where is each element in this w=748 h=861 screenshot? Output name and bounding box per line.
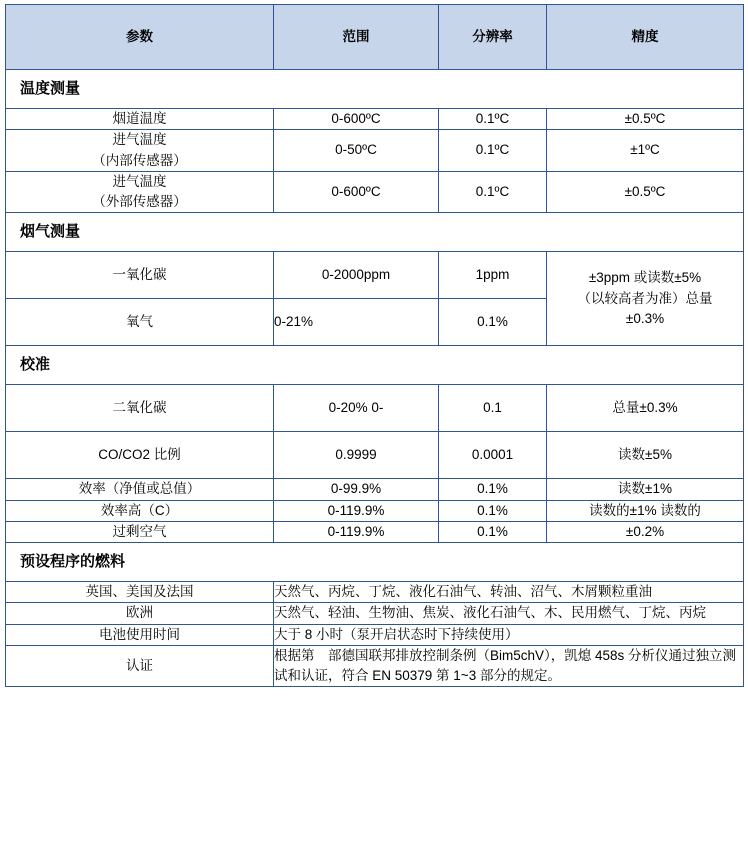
param-range: 0-99.9% — [274, 479, 439, 500]
param-name: 效率高（C） — [6, 500, 274, 521]
param-value: 大于 8 小时（泵开启状态时下持续使用） — [274, 624, 744, 645]
section-header-fuels — [6, 543, 744, 582]
section-header-calibration — [6, 346, 744, 385]
param-resolution: 1ppm — [439, 252, 547, 299]
table-row — [6, 645, 744, 687]
accuracy-line-3: ±0.3% — [625, 310, 665, 326]
param-value: 天然气、丙烷、丁烷、液化石油气、转油、沼气、木屑颗粒重油 — [274, 582, 744, 603]
param-resolution: 0.1ºC — [439, 130, 547, 172]
table-row — [6, 603, 744, 624]
column-header-accuracy: 精度 — [547, 5, 744, 70]
table-row — [6, 252, 744, 299]
param-resolution: 0.1ºC — [439, 171, 547, 213]
section-header-temperature — [6, 70, 744, 109]
column-header-range: 范围 — [274, 5, 439, 70]
table-row — [6, 130, 744, 172]
section-title: 校准 — [6, 346, 744, 385]
param-name-main: 进气温度 — [112, 173, 167, 189]
param-range: 0.9999 — [274, 432, 439, 479]
table-row — [6, 479, 744, 500]
param-name — [6, 130, 274, 172]
table-header-row — [6, 5, 744, 70]
param-name: 欧洲 — [6, 603, 274, 624]
param-name: 氧气 — [6, 299, 274, 346]
specifications-table — [5, 4, 744, 687]
accuracy-line-2: （以较高者为准）总量 — [577, 290, 713, 306]
param-accuracy: 读数±1% — [547, 479, 744, 500]
param-range: 0-50ºC — [274, 130, 439, 172]
table-row — [6, 385, 744, 432]
param-value: 天然气、轻油、生物油、焦炭、液化石油气、木、民用燃气、丁烷、丙烷 — [274, 603, 744, 624]
param-name: 认证 — [6, 645, 274, 687]
param-name: CO/CO2 比例 — [6, 432, 274, 479]
param-resolution: 0.0001 — [439, 432, 547, 479]
param-resolution: 0.1% — [439, 299, 547, 346]
column-header-resolution: 分辨率 — [439, 5, 547, 70]
param-accuracy: ±0.2% — [547, 521, 744, 542]
table-row — [6, 432, 744, 479]
param-name-main: 进气温度 — [112, 132, 167, 148]
param-range: 0-119.9% — [274, 521, 439, 542]
column-header-parameter: 参数 — [6, 5, 274, 70]
section-title: 温度测量 — [6, 70, 744, 109]
param-range: 0-600ºC — [274, 171, 439, 213]
param-name: 过剩空气 — [6, 521, 274, 542]
table-row — [6, 500, 744, 521]
param-range: 0-600ºC — [274, 109, 439, 130]
param-range: 0-2000ppm — [274, 252, 439, 299]
param-name: 一氧化碳 — [6, 252, 274, 299]
param-resolution: 0.1% — [439, 479, 547, 500]
param-name — [6, 171, 274, 213]
table-row — [6, 109, 744, 130]
param-accuracy: ±0.5ºC — [547, 109, 744, 130]
param-accuracy-merged — [547, 252, 744, 346]
param-accuracy: ±1ºC — [547, 130, 744, 172]
param-range: 0-119.9% — [274, 500, 439, 521]
param-range: 0-21% — [274, 299, 439, 346]
accuracy-line-1: ±3ppm 或读数±5% — [588, 270, 702, 286]
section-title: 预设程序的燃料 — [6, 543, 744, 582]
param-accuracy: 读数的±1% 读数的 — [547, 500, 744, 521]
param-resolution: 0.1 — [439, 385, 547, 432]
param-name-sub: （外部传感器） — [92, 194, 187, 209]
param-accuracy: 读数±5% — [547, 432, 744, 479]
table-row — [6, 521, 744, 542]
param-resolution: 0.1% — [439, 500, 547, 521]
param-resolution: 0.1% — [439, 521, 547, 542]
param-name-sub: （内部传感器） — [92, 152, 187, 168]
param-accuracy: 总量±0.3% — [547, 385, 744, 432]
table-row — [6, 624, 744, 645]
param-name: 烟道温度 — [6, 109, 274, 130]
section-title: 烟气测量 — [6, 213, 744, 252]
table-row — [6, 171, 744, 213]
param-accuracy: ±0.5ºC — [547, 171, 744, 213]
param-name: 二氧化碳 — [6, 385, 274, 432]
param-value: 根据第 部德国联邦排放控制条例（Bim5chV），凯熄 458s 分析仪通过独立测试和认证，符合 EN 50379 第 1~3 部分的规定。 — [274, 645, 744, 687]
table-row — [6, 582, 744, 603]
section-header-fluegas — [6, 213, 744, 252]
param-name: 电池使用时间 — [6, 624, 274, 645]
param-name: 英国、美国及法国 — [6, 582, 274, 603]
param-resolution: 0.1ºC — [439, 109, 547, 130]
param-range: 0-20% 0- — [274, 385, 439, 432]
param-name: 效率（净值或总值） — [6, 479, 274, 500]
